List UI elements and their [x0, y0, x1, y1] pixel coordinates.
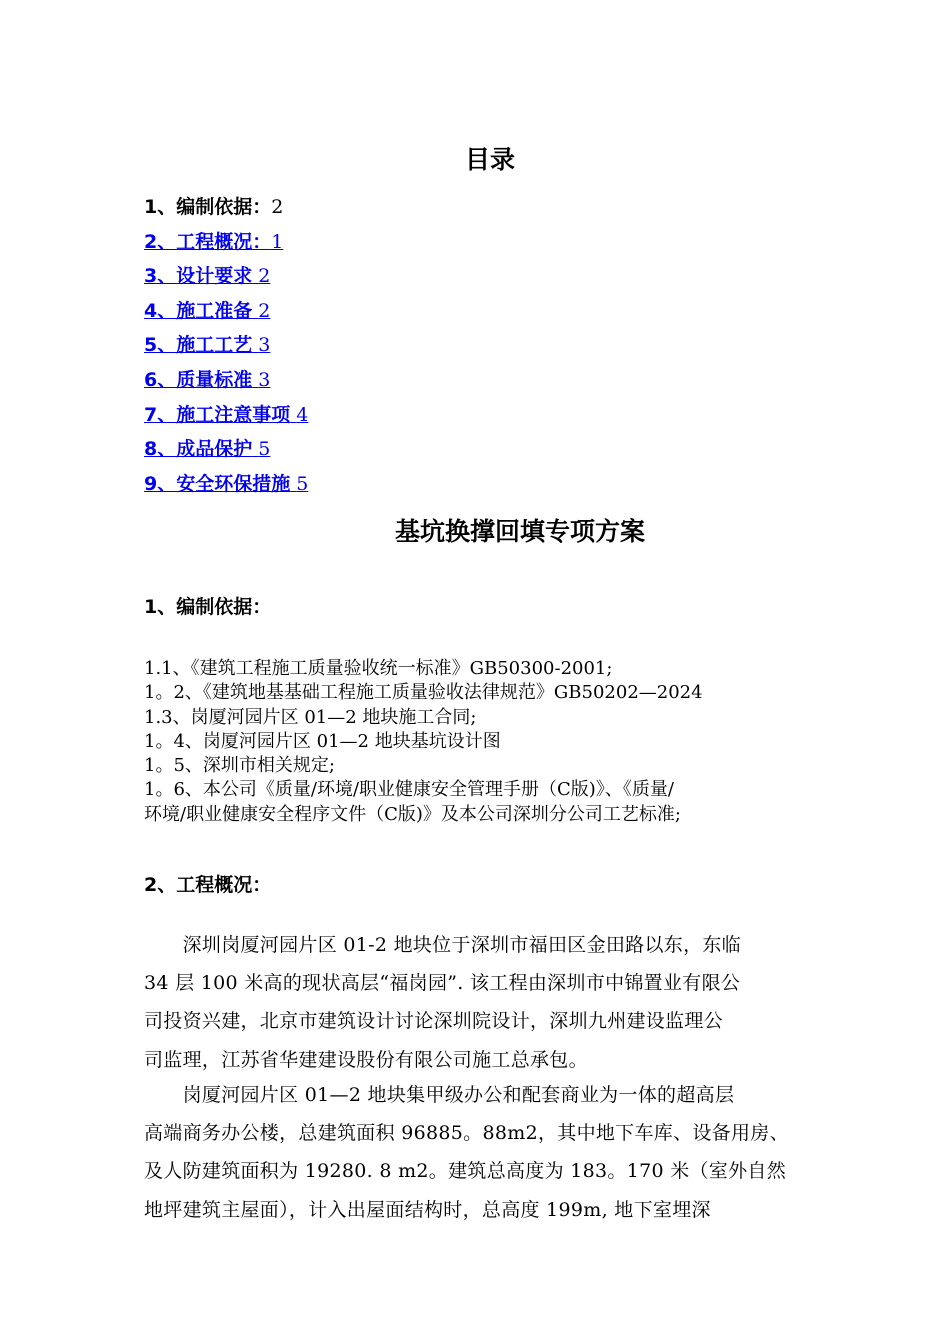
section-heading-1: 1、编制依据：	[144, 596, 272, 618]
reference-line: 1。6、本公司《质量/环境/职业健康安全管理手册（C版)》、《质量/	[144, 779, 674, 801]
toc-link-6[interactable]: 6、质量标准 3	[144, 368, 271, 391]
toc-link-2[interactable]: 2、工程概况：1	[144, 230, 284, 253]
toc-link-4[interactable]: 4、施工准备 2	[144, 299, 271, 322]
reference-line: 1.3、岗厦河园片区 01—2 地块施工合同;	[144, 706, 477, 728]
toc-link-5[interactable]: 5、施工工艺 3	[144, 334, 271, 357]
reference-line: 1。4、岗厦河园片区 01—2 地块基坑设计图	[144, 730, 501, 752]
toc-link-7[interactable]: 7、施工注意事项 4	[144, 403, 309, 426]
toc-link-9[interactable]: 9、安全环保措施 5	[144, 472, 309, 495]
toc-link-8[interactable]: 8、成品保护 5	[144, 438, 271, 461]
reference-list	[144, 657, 844, 827]
toc-item-1: 1、编制依据：2	[144, 196, 284, 218]
reference-line: 1。2、《建筑地基基础工程施工质量验收法律规范》GB50202—2024	[144, 682, 703, 704]
toc-link-3[interactable]: 3、设计要求 2	[144, 265, 271, 288]
document-title: 基坑换撑回填专项方案	[394, 517, 645, 546]
reference-line: 环境/职业健康安全程序文件（C版)》及本公司深圳分公司工艺标准;	[144, 803, 681, 825]
reference-line: 1.1、《建筑工程施工质量验收统一标准》GB50300-2001;	[144, 658, 613, 679]
table-of-contents	[144, 193, 308, 504]
reference-line: 1。5、深圳市相关规定;	[144, 755, 335, 777]
section-heading-2: 2、工程概况：	[144, 874, 272, 896]
paragraph-overview-2: 岗厦河园片区 01—2 地块集甲级办公和配套商业为一体的超高层 高端商务办公楼，总建筑面积 96885。88m2，其中地下车库、设备用房、 及人防建筑面积为 19280. 8 m2。建筑总高度为 183。170 米（室外自然 地坪建筑主屋面），计入出屋面结构时，总高度 199m, 地下室埋深	[144, 1084, 789, 1221]
paragraph-overview-1: 深圳岗厦河园片区 01-2 地块位于深圳市福田区金田路以东，东临 34 层 100 米高的现状高层“福岗园”. 该工程由深圳市中锦置业有限公 司投资兴建，北京市建筑设计讨论深圳院设计，深圳九州建设监理公 司监理，江苏省华建建设股份有限公司施工总承包。	[144, 934, 741, 1071]
toc-title: 目录	[464, 145, 515, 174]
